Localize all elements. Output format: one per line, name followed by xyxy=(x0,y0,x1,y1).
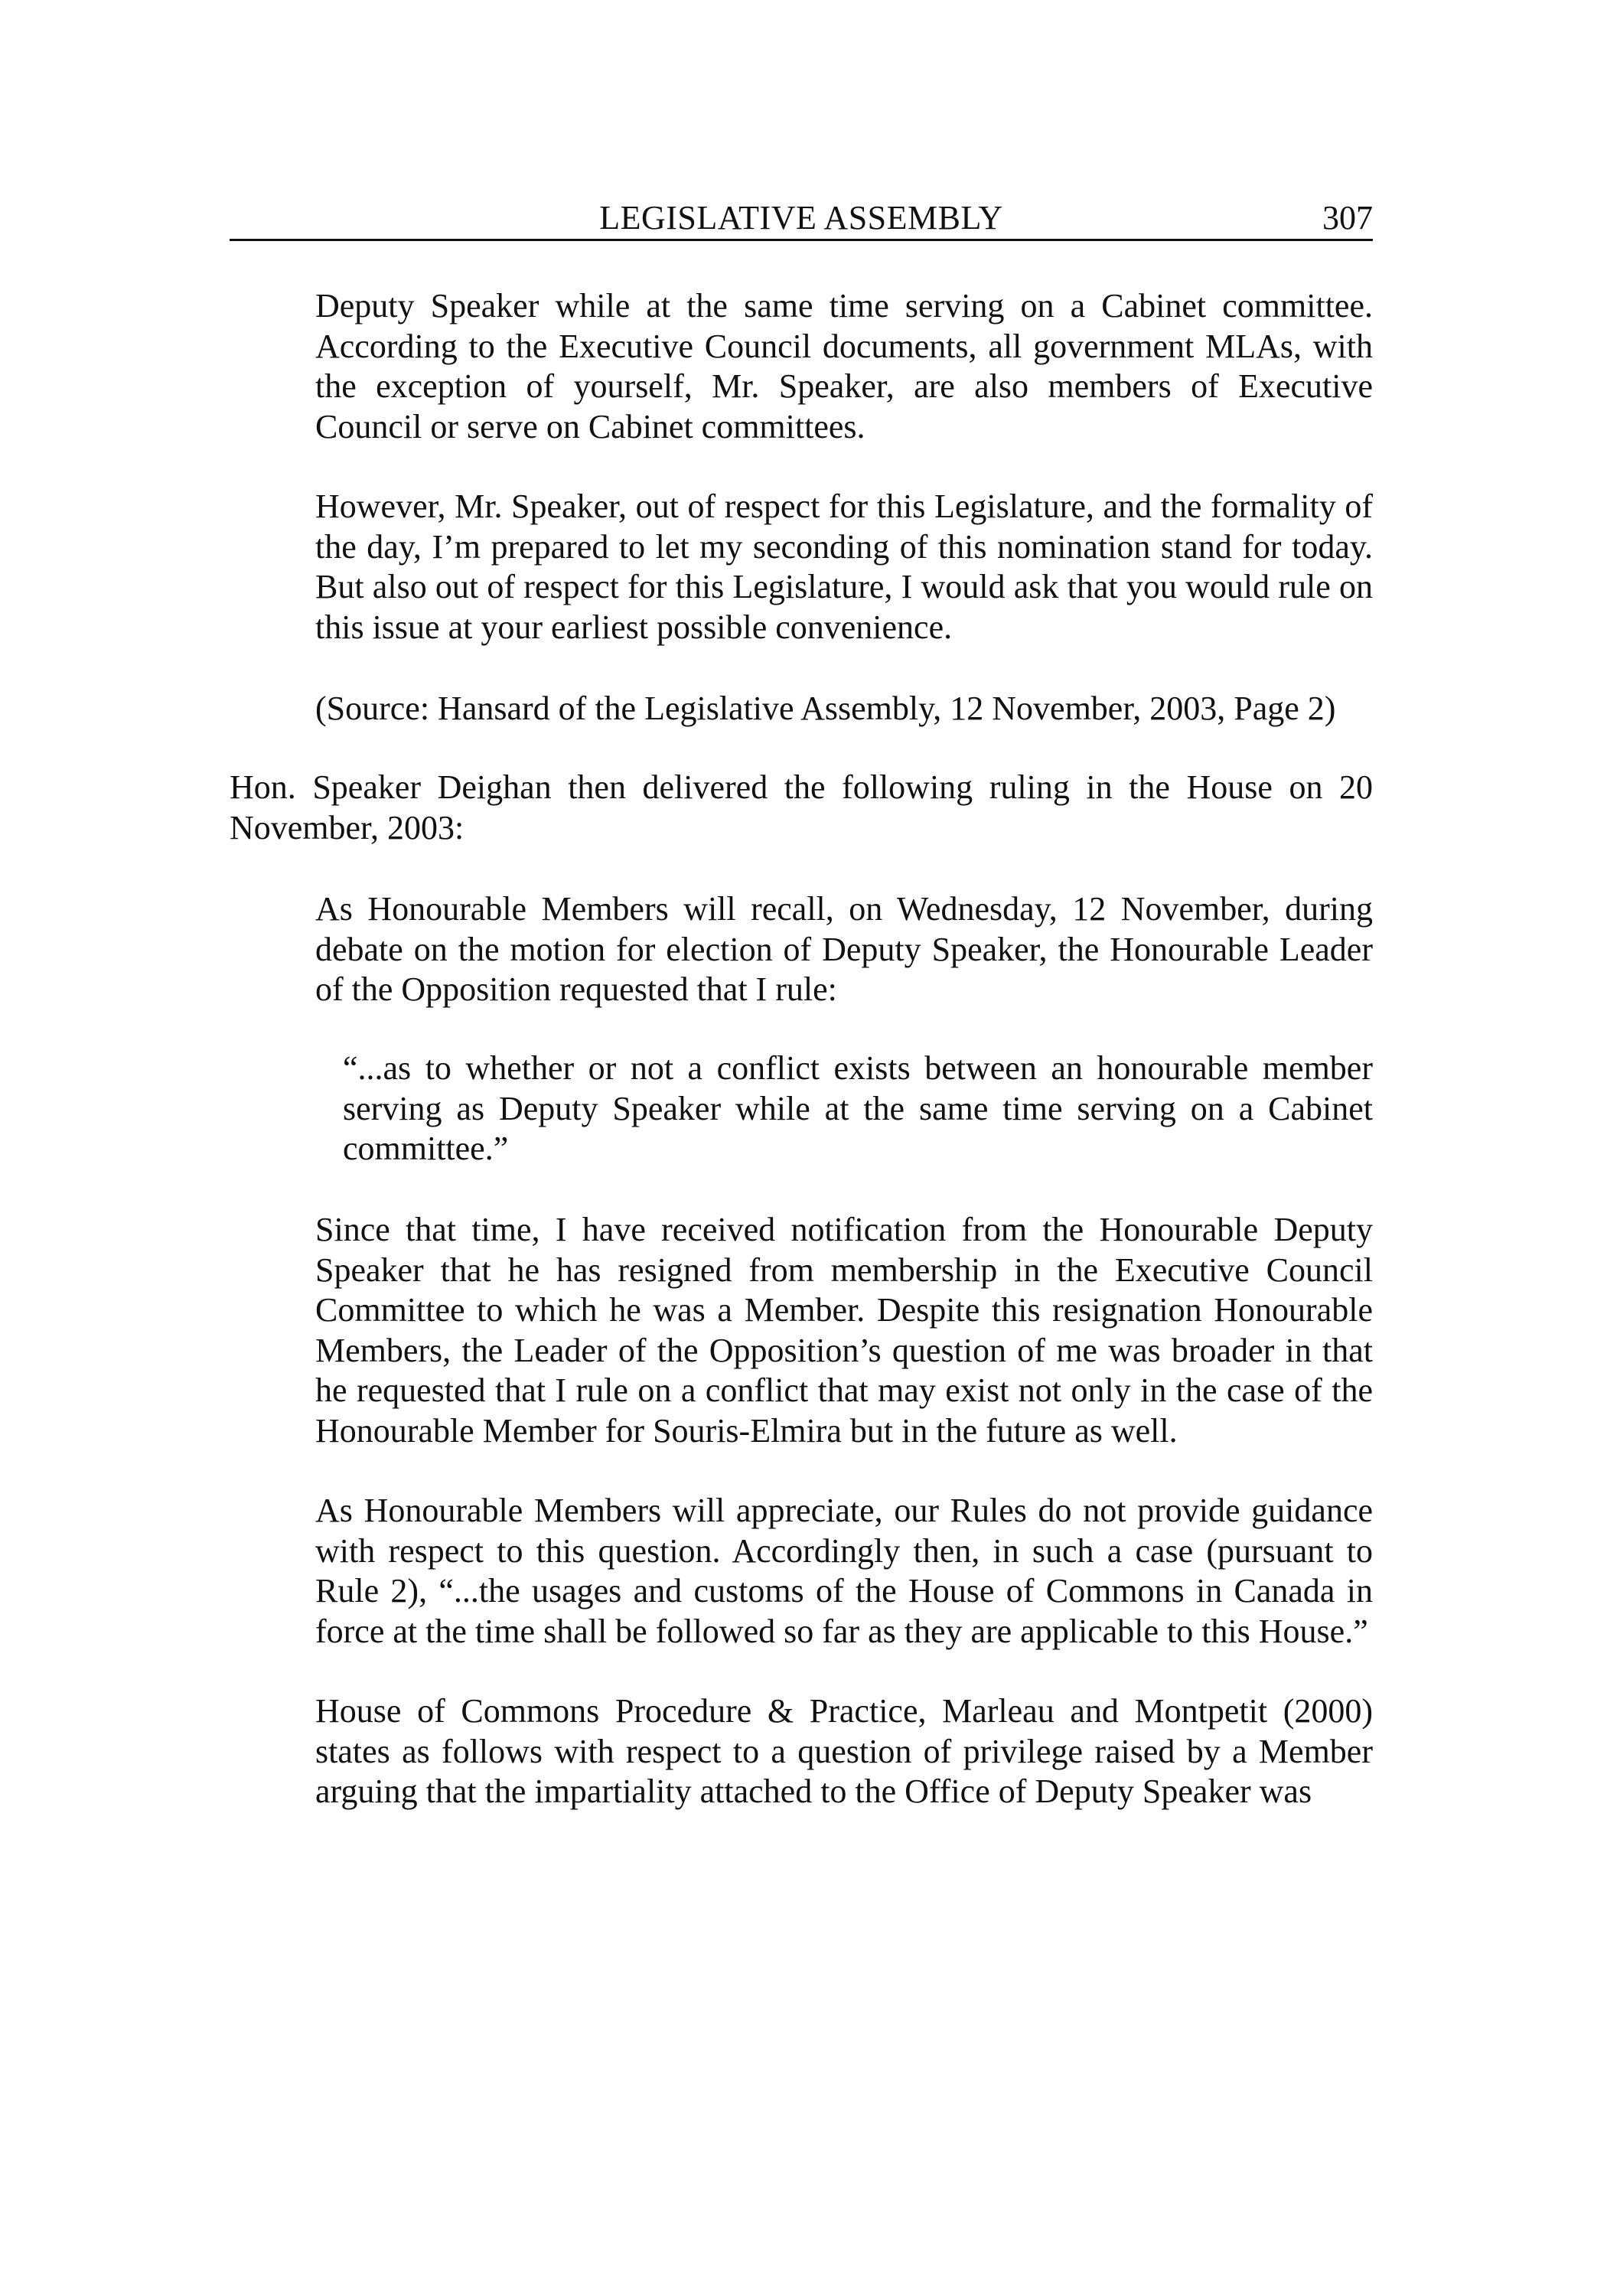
paragraph-ruling-intro: Hon. Speaker Deighan then delivered the following ruling in the House on 20 November, 2003: xyxy=(230,768,1373,846)
paragraph-deputy-speaker-cabinet: Deputy Speaker while at the same time serving on a Cabinet committee. According to the Executive Council documents, all government MLAs, with the exception of yourself, Mr. Speaker, are also members of Executive Council or serve on Cabinet committees. xyxy=(315,287,1373,445)
block-quote-conflict: “...as to whether or not a conflict exists between an honourable member serving as Deputy Speaker while at the same time serving on a Cabinet committee.” xyxy=(343,1049,1373,1167)
page-number: 307 xyxy=(1322,199,1373,236)
running-header xyxy=(230,197,1373,241)
paragraph-resignation: Since that time, I have received notification from the Honourable Deputy Speaker that he has resigned from membership in the Executive Council Committee to which he was a Member. Despite this resignation Honourable Members, the Leader of the Opposition’s question of me was broader in that he requested that I rule on a conflict that may exist not only in the case of the Honourable Member for Souris-Elmira but in the future as well. xyxy=(315,1211,1373,1450)
header-title: LEGISLATIVE ASSEMBLY xyxy=(599,199,1003,236)
paragraph-rules-guidance: As Honourable Members will appreciate, our Rules do not provide guidance with respect to this question. Accordingly then, in such a case (pursuant to Rule 2), “...the usages and customs of the House of Commons in Canada in force at the time shall be followed so far as they are applicable to this House.” xyxy=(315,1492,1373,1650)
paragraph-procedure-practice: House of Commons Procedure & Practice, Marleau and Montpetit (2000) states as follows with respect to a question of privilege raised by a Member arguing that the impartiality attached to the Office of Deputy Speaker was xyxy=(315,1692,1373,1810)
paragraph-respect-legislature: However, Mr. Speaker, out of respect for this Legislature, and the formality of the day, I’m prepared to let my seconding of this nomination stand for today. But also out of respect for this Legislature, I would ask that you would rule on this issue at your earliest possible convenience. xyxy=(315,488,1373,646)
source-citation: (Source: Hansard of the Legislative Assembly, 12 November, 2003, Page 2) xyxy=(315,690,1336,727)
paragraph-members-recall: As Honourable Members will recall, on Wednesday, 12 November, during debate on the motion for election of Deputy Speaker, the Honourable Leader of the Opposition requested that I rule: xyxy=(315,890,1373,1008)
